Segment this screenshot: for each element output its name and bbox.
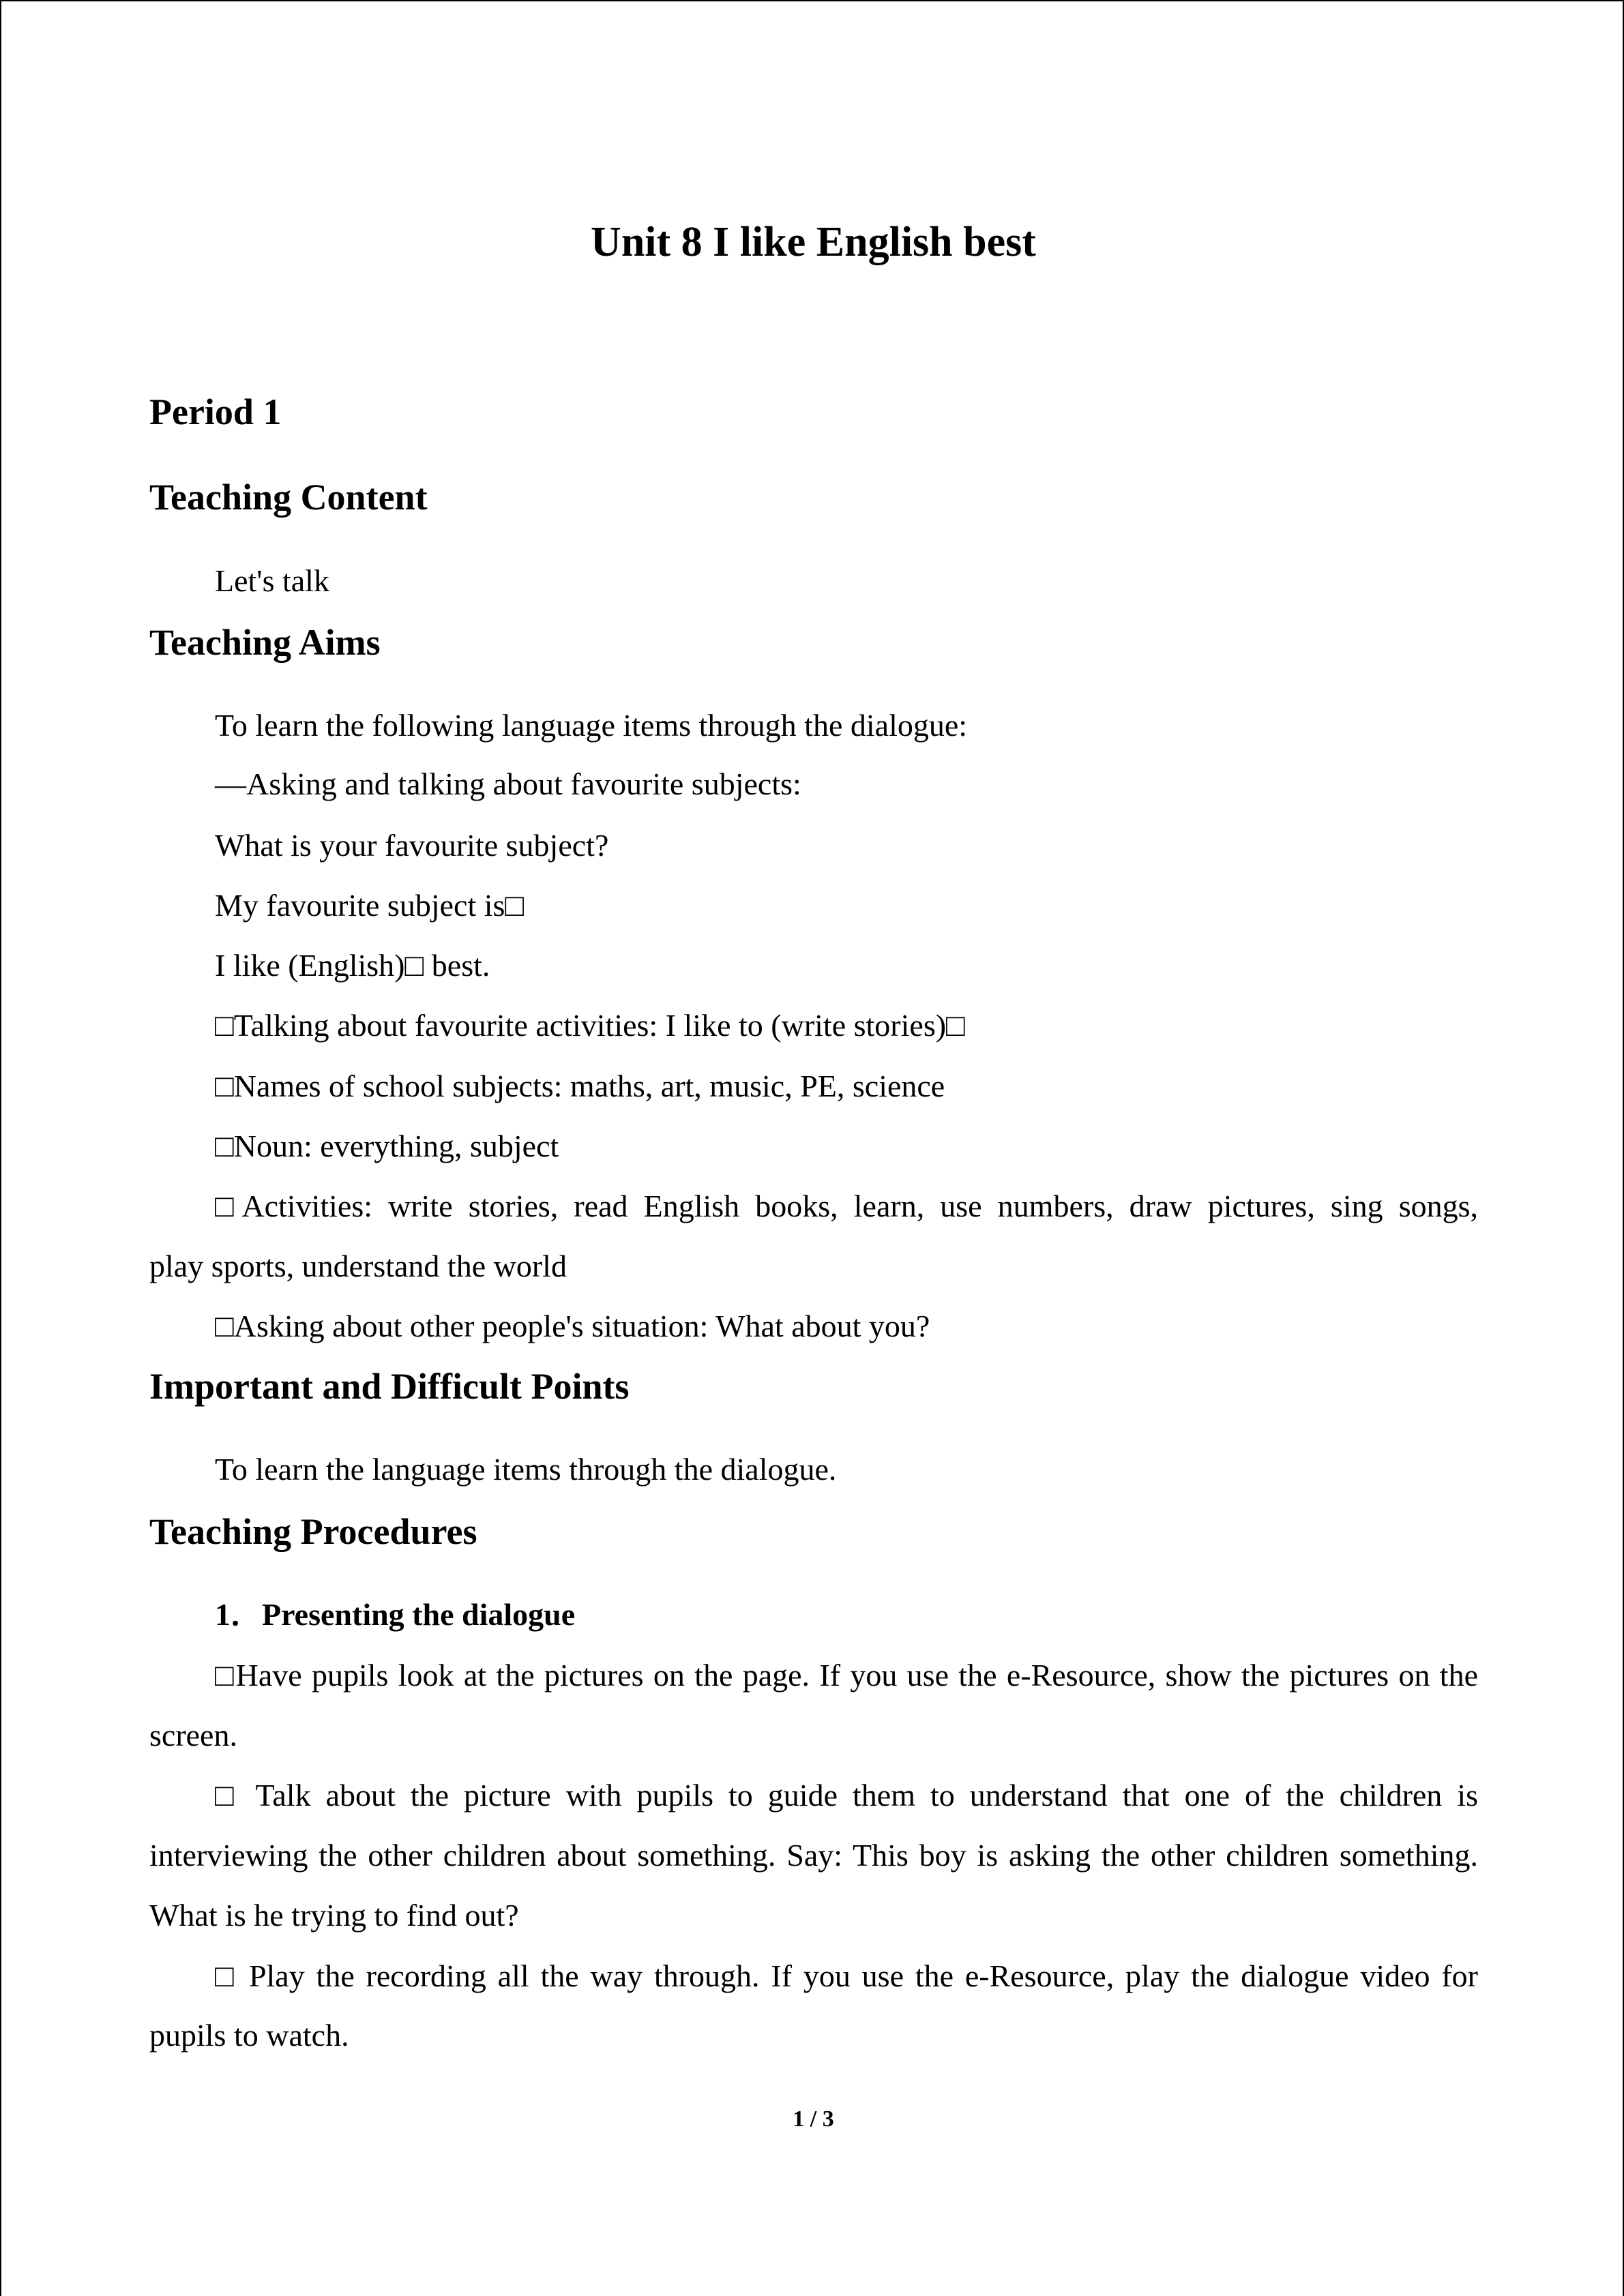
aims-activities-line-continued: play sports, understand the world: [149, 1249, 567, 1283]
important-points-heading: Important and Difficult Points: [149, 1366, 630, 1407]
procedure-paragraph-line: interviewing the other children about something. Say: This boy is asking the other children something.: [149, 1838, 1478, 1873]
step-heading: 1．Presenting the dialogue: [215, 1597, 576, 1632]
aims-line: To learn the following language items through the dialogue:: [215, 708, 968, 743]
teaching-aims-heading: Teaching Aims: [149, 622, 381, 663]
aims-line: □Names of school subjects: maths, art, music, PE, science: [215, 1069, 945, 1103]
procedure-paragraph-line: □ Talk about the picture with pupils to guide them to understand that one of the children is: [215, 1778, 1478, 1813]
procedure-paragraph-line: What is he trying to find out?: [149, 1898, 519, 1933]
important-points-text: To learn the language items through the dialogue.: [215, 1452, 837, 1487]
teaching-content-heading: Teaching Content: [149, 477, 428, 518]
aims-line: □Asking about other people's situation: What about you?: [215, 1309, 930, 1343]
aims-line: I like (English)□ best.: [215, 948, 490, 983]
period-heading: Period 1: [149, 391, 282, 432]
procedure-paragraph-line: pupils to watch.: [149, 2018, 349, 2053]
aims-line: —Asking and talking about favourite subjects:: [215, 766, 801, 801]
aims-line: What is your favourite subject?: [215, 828, 609, 863]
teaching-content-text: Let's talk: [215, 563, 329, 598]
procedure-paragraph-line: □Have pupils look at the pictures on the page. If you use the e-Resource, show the pictures on the: [215, 1658, 1478, 1693]
aims-line: My favourite subject is□: [215, 888, 525, 923]
document-title: Unit 8 I like English best: [591, 219, 1036, 265]
teaching-procedures-heading: Teaching Procedures: [149, 1511, 477, 1552]
aims-line: □Noun: everything, subject: [215, 1129, 559, 1163]
procedure-paragraph-line: screen.: [149, 1718, 237, 1753]
aims-activities-line: □Activities: write stories, read English books, learn, use numbers, draw pictures, sing songs,: [215, 1189, 1478, 1223]
aims-line: □Talking about favourite activities: I like to (write stories)□: [215, 1008, 965, 1043]
page-number: 1 / 3: [793, 2106, 834, 2132]
procedure-paragraph-line: □ Play the recording all the way through. If you use the e-Resource, play the dialogue video for: [215, 1958, 1478, 1993]
